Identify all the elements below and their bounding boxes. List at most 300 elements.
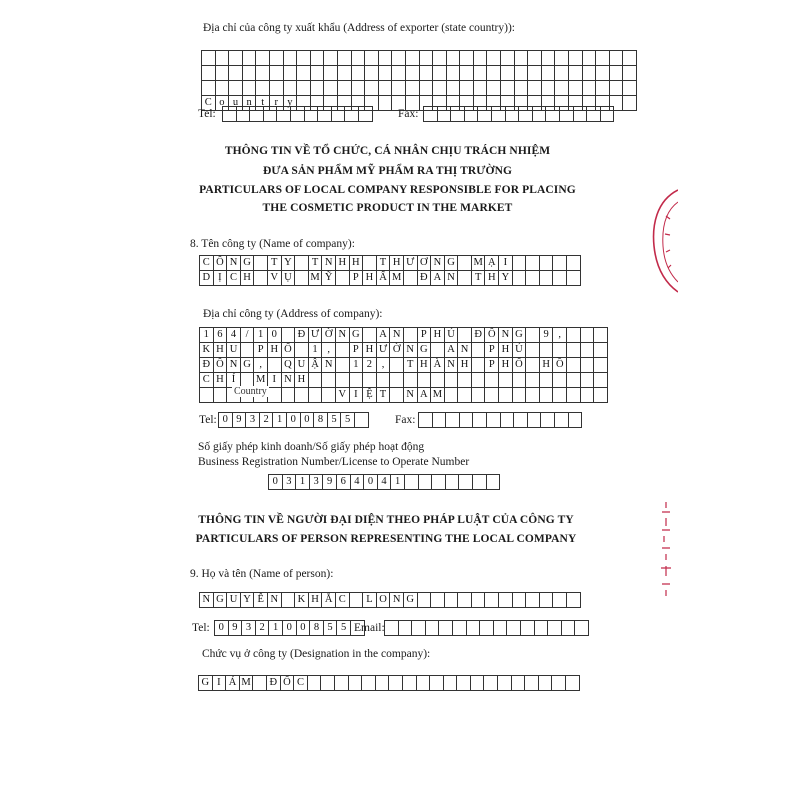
- char-cell: [566, 592, 581, 608]
- char-cell: 1: [268, 620, 283, 636]
- char-cell: [320, 675, 335, 691]
- char-cell: 3: [309, 474, 324, 490]
- char-cell: 3: [282, 474, 297, 490]
- char-cell: [378, 80, 393, 96]
- char-cell: [281, 592, 296, 608]
- char-cell: [430, 592, 445, 608]
- char-cell: ,: [321, 342, 336, 358]
- char-cell: N: [430, 255, 445, 271]
- char-cell: [450, 106, 465, 122]
- grid-row: [418, 412, 581, 428]
- char-cell: 0: [218, 412, 233, 428]
- char-cell: t: [255, 95, 270, 111]
- char-cell: [201, 65, 216, 81]
- char-cell: [573, 106, 588, 122]
- company-fax-field[interactable]: [418, 412, 581, 428]
- char-cell: [423, 106, 438, 122]
- char-cell: [290, 106, 305, 122]
- char-cell: N: [199, 592, 214, 608]
- char-cell: Ố: [280, 675, 295, 691]
- char-cell: N: [498, 327, 513, 343]
- char-cell: [267, 357, 282, 373]
- char-cell: U: [226, 592, 241, 608]
- char-cell: N: [444, 270, 459, 286]
- char-cell: [568, 50, 583, 66]
- char-cell: M: [430, 387, 445, 403]
- char-cell: H: [362, 270, 377, 286]
- char-cell: N: [267, 592, 282, 608]
- char-cell: C: [199, 372, 214, 388]
- char-cell: T: [471, 270, 486, 286]
- char-cell: H: [213, 342, 228, 358]
- char-cell: [472, 412, 487, 428]
- char-cell: [228, 80, 243, 96]
- char-cell: [432, 65, 447, 81]
- char-cell: [294, 387, 309, 403]
- char-cell: [512, 372, 527, 388]
- char-cell: 9: [322, 474, 337, 490]
- grid-row: [384, 620, 588, 636]
- char-cell: [459, 50, 474, 66]
- char-cell: /: [240, 327, 255, 343]
- char-cell: M: [253, 372, 268, 388]
- char-cell: [539, 255, 554, 271]
- char-cell: I: [498, 255, 513, 271]
- char-cell: 1: [253, 327, 268, 343]
- char-cell: [473, 50, 488, 66]
- char-cell: T: [267, 255, 282, 271]
- grid-row: [214, 620, 364, 636]
- char-cell: [566, 342, 581, 358]
- char-cell: r: [269, 95, 284, 111]
- char-cell: [511, 675, 526, 691]
- char-cell: ,: [552, 327, 567, 343]
- char-cell: [554, 50, 569, 66]
- char-cell: [351, 80, 366, 96]
- char-cell: Í: [226, 372, 241, 388]
- char-cell: [310, 50, 325, 66]
- char-cell: [304, 106, 319, 122]
- char-cell: N: [389, 592, 404, 608]
- representative-heading-line2: PARTICULARS OF PERSON REPRESENTING THE LOCAL COMPANY: [195, 533, 577, 545]
- char-cell: [418, 412, 433, 428]
- char-cell: [337, 80, 352, 96]
- char-cell: Ậ: [308, 357, 323, 373]
- char-cell: [471, 592, 486, 608]
- char-cell: n: [242, 95, 257, 111]
- char-cell: [403, 327, 418, 343]
- char-cell: Ô: [484, 327, 499, 343]
- char-cell: [294, 255, 309, 271]
- license-number-field[interactable]: [268, 474, 499, 490]
- char-cell: [389, 357, 404, 373]
- char-cell: [242, 50, 257, 66]
- char-cell: Ố: [281, 342, 296, 358]
- char-cell: [600, 106, 615, 122]
- char-cell: [351, 50, 366, 66]
- char-cell: N: [444, 357, 459, 373]
- char-cell: [566, 327, 581, 343]
- char-cell: P: [349, 342, 364, 358]
- char-cell: [389, 387, 404, 403]
- char-cell: [574, 620, 589, 636]
- char-cell: [525, 357, 540, 373]
- char-cell: [497, 675, 512, 691]
- char-cell: [554, 412, 569, 428]
- char-cell: [391, 65, 406, 81]
- char-cell: N: [335, 327, 350, 343]
- char-cell: 6: [336, 474, 351, 490]
- exporter-fax-field[interactable]: [423, 106, 613, 122]
- grid-row: [201, 81, 636, 96]
- char-cell: [296, 65, 311, 81]
- person-name-field[interactable]: [199, 592, 580, 608]
- char-cell: [452, 620, 467, 636]
- char-cell: [446, 50, 461, 66]
- char-cell: [378, 50, 393, 66]
- char-cell: [199, 387, 214, 403]
- char-cell: 1: [199, 327, 214, 343]
- char-cell: [484, 372, 499, 388]
- char-cell: H: [308, 592, 323, 608]
- char-cell: [215, 50, 230, 66]
- char-cell: [512, 255, 527, 271]
- person-tel-field[interactable]: [214, 620, 364, 636]
- char-cell: K: [199, 342, 214, 358]
- char-cell: [445, 412, 460, 428]
- char-cell: [520, 620, 535, 636]
- char-cell: [438, 620, 453, 636]
- char-cell: N: [389, 327, 404, 343]
- char-cell: 0: [363, 474, 378, 490]
- char-cell: Ị: [213, 270, 228, 286]
- char-cell: [296, 80, 311, 96]
- char-cell: [405, 65, 420, 81]
- char-cell: [222, 106, 237, 122]
- char-cell: I: [349, 387, 364, 403]
- char-cell: N: [321, 255, 336, 271]
- char-cell: [269, 50, 284, 66]
- char-cell: Ệ: [362, 387, 377, 403]
- char-cell: [580, 387, 595, 403]
- char-cell: [378, 65, 393, 81]
- char-cell: L: [362, 592, 377, 608]
- char-cell: [419, 50, 434, 66]
- char-cell: [506, 620, 521, 636]
- company-country-label: Country: [234, 386, 267, 397]
- char-cell: [565, 675, 580, 691]
- char-cell: [459, 412, 474, 428]
- company-name-label: 8. Tên công ty (Name of company):: [190, 238, 355, 250]
- stamp-seal-fragment: [648, 186, 678, 296]
- char-cell: [308, 372, 323, 388]
- char-cell: U: [226, 342, 241, 358]
- char-cell: [310, 65, 325, 81]
- char-cell: [364, 65, 379, 81]
- char-cell: C: [201, 95, 216, 111]
- char-cell: N: [403, 342, 418, 358]
- char-cell: C: [226, 270, 241, 286]
- char-cell: [405, 80, 420, 96]
- char-cell: [566, 387, 581, 403]
- char-cell: [253, 255, 268, 271]
- char-cell: [213, 387, 228, 403]
- char-cell: [457, 372, 472, 388]
- char-cell: [323, 50, 338, 66]
- char-cell: P: [349, 270, 364, 286]
- char-cell: [323, 80, 338, 96]
- char-cell: [609, 50, 624, 66]
- char-cell: [552, 255, 567, 271]
- char-cell: [376, 372, 391, 388]
- char-cell: [552, 342, 567, 358]
- license-label-en: Business Registration Number/License to Operate Number: [198, 456, 470, 468]
- char-cell: [525, 372, 540, 388]
- char-cell: 0: [286, 412, 301, 428]
- char-cell: [491, 106, 506, 122]
- char-cell: [361, 675, 376, 691]
- char-cell: 4: [377, 474, 392, 490]
- char-cell: [554, 80, 569, 96]
- char-cell: [253, 270, 268, 286]
- char-cell: [351, 65, 366, 81]
- char-cell: [568, 80, 583, 96]
- char-cell: [586, 106, 601, 122]
- char-cell: 2: [255, 620, 270, 636]
- company-address-label: Địa chỉ công ty (Address of company):: [203, 308, 383, 320]
- char-cell: [263, 106, 278, 122]
- char-cell: 9: [232, 412, 247, 428]
- char-cell: [500, 412, 515, 428]
- char-cell: [547, 620, 562, 636]
- grid-row: [199, 255, 580, 271]
- char-cell: M: [239, 675, 254, 691]
- char-cell: [255, 80, 270, 96]
- char-cell: Ú: [512, 342, 527, 358]
- char-cell: 3: [245, 412, 260, 428]
- char-cell: [527, 80, 542, 96]
- char-cell: [580, 327, 595, 343]
- char-cell: [398, 620, 413, 636]
- char-cell: [432, 50, 447, 66]
- char-cell: [201, 50, 216, 66]
- char-cell: G: [417, 342, 432, 358]
- char-cell: Đ: [199, 357, 214, 373]
- company-tel-field[interactable]: [218, 412, 368, 428]
- char-cell: 5: [340, 412, 355, 428]
- char-cell: [580, 357, 595, 373]
- char-cell: H: [417, 357, 432, 373]
- char-cell: [307, 675, 322, 691]
- char-cell: [317, 106, 332, 122]
- char-cell: [405, 50, 420, 66]
- char-cell: [403, 270, 418, 286]
- char-cell: H: [294, 372, 309, 388]
- char-cell: N: [281, 372, 296, 388]
- stamp-edge-fragment: [658, 500, 674, 600]
- char-cell: [505, 106, 520, 122]
- char-cell: [527, 50, 542, 66]
- char-cell: [242, 65, 257, 81]
- grid-row: [199, 358, 607, 373]
- char-cell: 3: [241, 620, 256, 636]
- char-cell: H: [213, 372, 228, 388]
- char-cell: [215, 65, 230, 81]
- char-cell: [568, 412, 583, 428]
- char-cell: G: [444, 255, 459, 271]
- char-cell: [384, 620, 399, 636]
- char-cell: [622, 50, 637, 66]
- char-cell: Ô: [213, 357, 228, 373]
- char-cell: [457, 327, 472, 343]
- char-cell: 0: [214, 620, 229, 636]
- char-cell: [335, 357, 350, 373]
- char-cell: [580, 372, 595, 388]
- char-cell: [622, 80, 637, 96]
- char-cell: U: [294, 357, 309, 373]
- char-cell: [500, 80, 515, 96]
- company-tel-label: Tel:: [199, 414, 217, 426]
- grid-row: [201, 66, 636, 81]
- char-cell: [294, 342, 309, 358]
- char-cell: [364, 80, 379, 96]
- char-cell: [479, 620, 494, 636]
- char-cell: Ắ: [321, 592, 336, 608]
- char-cell: [551, 675, 566, 691]
- char-cell: [539, 592, 554, 608]
- char-cell: [323, 65, 338, 81]
- char-cell: O: [376, 592, 391, 608]
- person-email-field[interactable]: [384, 620, 588, 636]
- char-cell: H: [539, 357, 554, 373]
- char-cell: [425, 620, 440, 636]
- char-cell: 9: [539, 327, 554, 343]
- char-cell: 8: [313, 412, 328, 428]
- local-company-heading-line4: THE COSMETIC PRODUCT IN THE MARKET: [262, 202, 513, 214]
- local-company-heading-line1: THÔNG TIN VỀ TỔ CHỨC, CÁ NHÂN CHỊU TRÁCH NHIỆM: [224, 145, 551, 157]
- char-cell: Ố: [512, 357, 527, 373]
- char-cell: [471, 372, 486, 388]
- char-cell: [267, 387, 282, 403]
- exporter-tel-field[interactable]: [222, 106, 372, 122]
- char-cell: [391, 50, 406, 66]
- char-cell: [541, 65, 556, 81]
- char-cell: [582, 50, 597, 66]
- char-cell: G: [349, 327, 364, 343]
- char-cell: Y: [498, 270, 513, 286]
- char-cell: 0: [296, 620, 311, 636]
- char-cell: [432, 80, 447, 96]
- char-cell: P: [484, 357, 499, 373]
- char-cell: [466, 620, 481, 636]
- char-cell: [554, 65, 569, 81]
- char-cell: Ồ: [552, 357, 567, 373]
- char-cell: [539, 342, 554, 358]
- char-cell: [331, 106, 346, 122]
- char-cell: [430, 342, 445, 358]
- char-cell: [525, 270, 540, 286]
- char-cell: 5: [327, 412, 342, 428]
- char-cell: [561, 620, 576, 636]
- char-cell: [416, 675, 431, 691]
- char-cell: Y: [240, 592, 255, 608]
- char-cell: C: [293, 675, 308, 691]
- char-cell: C: [335, 592, 350, 608]
- char-cell: [552, 592, 567, 608]
- char-cell: [472, 474, 487, 490]
- char-cell: [471, 357, 486, 373]
- company-name-grid[interactable]: [199, 255, 580, 286]
- char-cell: Ư: [308, 327, 323, 343]
- char-cell: [595, 65, 610, 81]
- char-cell: D: [199, 270, 214, 286]
- char-cell: [403, 372, 418, 388]
- char-cell: [321, 372, 336, 388]
- char-cell: [493, 620, 508, 636]
- person-tel-label: Tel:: [192, 622, 210, 634]
- char-cell: [539, 372, 554, 388]
- char-cell: [622, 65, 637, 81]
- char-cell: [417, 592, 432, 608]
- stamp-marks-icon: [658, 500, 674, 600]
- char-cell: [430, 372, 445, 388]
- grid-row: [199, 592, 580, 608]
- char-cell: A: [376, 327, 391, 343]
- char-cell: [391, 80, 406, 96]
- char-cell: Y: [281, 255, 296, 271]
- char-cell: [539, 270, 554, 286]
- char-cell: [498, 387, 513, 403]
- char-cell: 1: [349, 357, 364, 373]
- char-cell: [559, 106, 574, 122]
- char-cell: 0: [300, 412, 315, 428]
- char-cell: [255, 65, 270, 81]
- char-cell: Đ: [471, 327, 486, 343]
- char-cell: T: [376, 387, 391, 403]
- char-cell: [532, 106, 547, 122]
- char-cell: [566, 270, 581, 286]
- char-cell: [431, 474, 446, 490]
- char-cell: [419, 65, 434, 81]
- designation-field[interactable]: [198, 675, 579, 691]
- char-cell: Ạ: [484, 255, 499, 271]
- char-cell: 9: [228, 620, 243, 636]
- exporter-address-grid[interactable]: [201, 50, 636, 111]
- char-cell: [525, 592, 540, 608]
- char-cell: P: [253, 342, 268, 358]
- grid-row: [198, 675, 579, 691]
- char-cell: [249, 106, 264, 122]
- char-cell: ,: [253, 357, 268, 373]
- char-cell: [539, 387, 554, 403]
- char-cell: A: [430, 270, 445, 286]
- grid-row: [222, 106, 372, 122]
- char-cell: [593, 387, 608, 403]
- char-cell: T: [376, 255, 391, 271]
- char-cell: Ú: [444, 327, 459, 343]
- char-cell: P: [417, 327, 432, 343]
- char-cell: [593, 327, 608, 343]
- char-cell: K: [294, 592, 309, 608]
- char-cell: [540, 412, 555, 428]
- char-cell: [255, 50, 270, 66]
- char-cell: [362, 327, 377, 343]
- char-cell: [389, 372, 404, 388]
- char-cell: H: [457, 357, 472, 373]
- char-cell: [459, 80, 474, 96]
- char-cell: [283, 80, 298, 96]
- grid-row: [199, 327, 607, 343]
